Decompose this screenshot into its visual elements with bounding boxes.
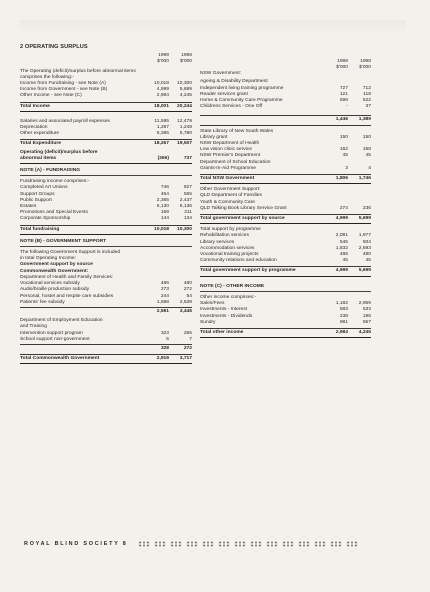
table-row: Community relations and education 45 45 [200, 258, 371, 264]
table-row: Income from Government - see Note (B) 4,999 5,699 [20, 87, 192, 93]
total-other-income-row: Total other income 2,984 4,245 [200, 328, 371, 338]
table-row: Income from Fundraising - see Note (A) 10,018 10,300 [20, 81, 192, 87]
table-row: Estates 6,130 6,136 [20, 204, 192, 210]
table-row: Intervention support program 323 265 [20, 330, 192, 336]
table-row: Audio/braille production subsidy 273 272 [20, 287, 192, 293]
unit-1999: $'000 [157, 59, 169, 65]
subtotal-row: 328 272 [20, 344, 192, 352]
show-through-band [20, 20, 406, 34]
table-row: Other expenditure 5,385 5,780 [20, 131, 192, 137]
note-c-title: NOTE (C) - OTHER INCOME [200, 284, 371, 292]
table-row: Public Support 2,365 2,437 [20, 197, 192, 203]
op-result-label: Operating (deficit)/surplus before [20, 149, 98, 155]
unit-1998: $'000 [359, 65, 371, 71]
unit-1999: $'000 [336, 65, 348, 71]
note-b-title: NOTE (B) - GOVERNMENT SUPPORT [20, 239, 192, 247]
table-row: Childrens Services - One Off - 37 [200, 104, 371, 110]
subtotal-row: 1,446 1,389 [200, 115, 371, 125]
table-row: Vocational training projects 486 480 [200, 252, 371, 258]
table-row: Promotions and Special Events 169 211 [20, 210, 192, 216]
year-1999: 1999 [337, 59, 348, 64]
table-row: Reader services grant 121 118 [200, 91, 371, 97]
note-b-intro-1: The following Government Support is included [20, 250, 121, 256]
table-row: Support Groups 464 555 [20, 191, 192, 197]
table-row: Library grant 150 150 [200, 134, 371, 140]
dhfs-heading: Department of Health and Family Services: [20, 274, 114, 280]
table-row: Low vision clinic service 162 158 [200, 147, 371, 153]
note-c-intro: Other income comprises:- [200, 294, 256, 300]
table-row: NSW Premier's Department 45 45 [200, 153, 371, 159]
note-b-intro-2: in total Operating Income: [20, 256, 77, 262]
year-1998: 1998 [181, 53, 192, 59]
dete-heading-2: and Training [20, 324, 47, 330]
section-title: 2 OPERATING SURPLUS [20, 44, 88, 50]
unit-header [200, 65, 371, 77]
table-row: Rehabilitation services 2,091 1,977 [200, 233, 371, 239]
total-income-row: Total Income 18,001 20,244 [20, 102, 192, 112]
by-source-heading: Government support by source [20, 262, 93, 268]
table-row: Corporate Sponsorship 144 134 [20, 216, 192, 222]
school-heading: Department of School Education [200, 159, 271, 165]
op-result-row: abnormal items (266) 737 [20, 156, 192, 164]
braille-pattern [138, 541, 358, 547]
table-row: Sundry 981 557 [200, 319, 371, 325]
note-a-intro: Fundraising income comprises:- [20, 179, 90, 185]
page-footer [24, 541, 358, 547]
table-row: Personal, hostel and respite care subsidies 244 54 [20, 293, 192, 299]
table-row: Completed Art Unions 746 827 [20, 185, 192, 191]
table-row: Vocational services subsidy 486 480 [20, 281, 192, 287]
table-row: Sales/Fees 1,182 2,959 [200, 301, 371, 307]
note-a-title: NOTE (A) - FUNDRAISING [20, 168, 192, 176]
total-fundraising-row: Total fundraising 10,018 10,300 [20, 225, 192, 235]
table-row: Other Income - see Note (C) 2,984 4,245 [20, 93, 192, 99]
table-row: Home & Community Care Programme 598 522 [200, 98, 371, 104]
table-row: Investments - Dividends 238 196 [200, 313, 371, 319]
commonwealth-heading: Commonwealth Government: [20, 268, 89, 274]
table-row: Salaries and associated payroll expenses 11,595 12,479 [20, 118, 192, 124]
qld-heading-2: Youth & Community Care [200, 199, 255, 205]
unit-1998: $'000 [180, 59, 192, 65]
other-gov-heading: Other Government Support: [200, 187, 261, 193]
left-column [20, 44, 192, 367]
total-programme-row: Total government support by programme 4,999 5,699 [200, 266, 371, 276]
table-row: Grants-In-Aid Programme 3 4 [200, 165, 371, 171]
health-heading: NSW Department of Health [200, 141, 260, 147]
right-column [200, 59, 371, 341]
by-programme-heading: Total support by programme [200, 227, 261, 233]
total-commonwealth-row: Total Commonwealth Government 2,919 3,717 [20, 354, 192, 364]
dete-heading-1: Department of Employment Education [20, 318, 103, 324]
nsw-heading: NSW Government: [200, 71, 242, 77]
unit-header [20, 59, 192, 65]
total-nsw-row: Total NSW Government 1,806 1,746 [200, 174, 371, 184]
table-row: QLD Talking Book Library Service Grant 274 236 [200, 205, 371, 211]
table-row: Accommodation services 1,832 2,693 [200, 245, 371, 251]
qld-heading-1: QLD Department of Families [200, 193, 262, 199]
table-row: School support non-government 5 7 [20, 336, 192, 342]
table-row: Investments - Interest 583 533 [200, 307, 371, 313]
subtotal-row: 2,591 3,445 [20, 307, 192, 315]
intro-text: The Operating (deficit)/surplus before abnormal items comprises the following:- [20, 68, 136, 80]
total-expenditure-row: Total Expenditure 18,267 19,507 [20, 141, 192, 147]
table-row: Library services 545 504 [200, 239, 371, 245]
table-row: Depreciation 1,287 1,248 [20, 125, 192, 131]
total-source-row: Total government support by source 4,999 5,699 [200, 214, 371, 224]
aging-heading: Ageing & Disability Department [200, 79, 268, 85]
year-1998: 1998 [360, 59, 371, 64]
footer-text: ROYAL BLIND SOCIETY 8 [24, 541, 128, 547]
table-row: Patients' fee subsidy 1,588 2,639 [20, 299, 192, 305]
library-heading: State Library of New South Wales [200, 128, 274, 134]
year-1999: 1999 [158, 53, 169, 59]
table-row: Independent living training programme 727 712 [200, 85, 371, 91]
